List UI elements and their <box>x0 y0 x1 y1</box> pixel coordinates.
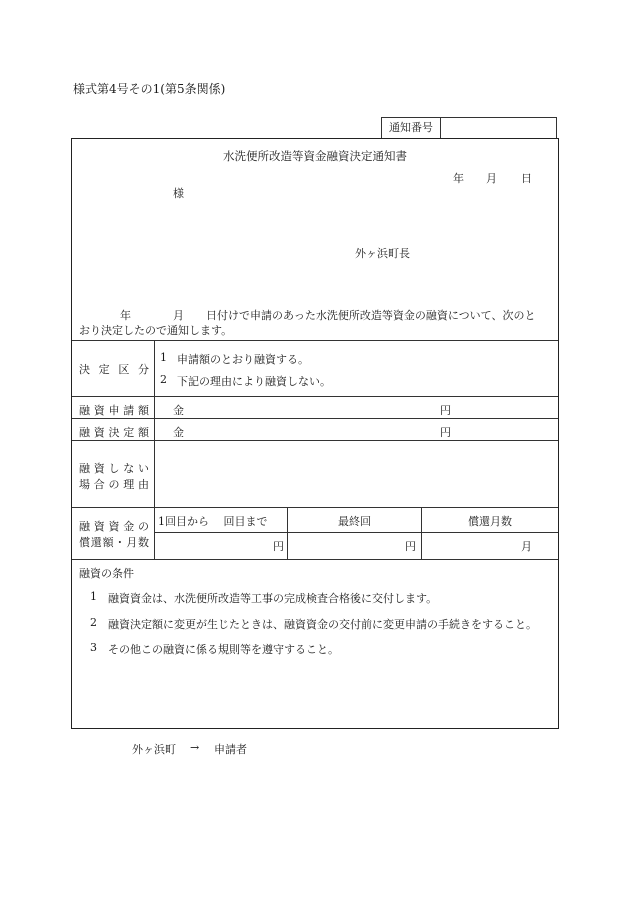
rule <box>72 507 558 508</box>
rule <box>72 559 558 560</box>
issuer: 外ヶ浜町長 <box>355 247 410 260</box>
form-title: 水洗便所改造等資金融資決定通知書 <box>223 149 407 163</box>
routing-from: 外ヶ浜町 <box>132 743 176 756</box>
rule <box>155 532 558 533</box>
decision-option-2[interactable]: 下記の理由により融資しない。 <box>177 375 331 388</box>
label-column-divider <box>154 340 155 559</box>
decision-label: 決定区分 <box>79 363 149 376</box>
application-amount-label: 融資申請額 <box>79 404 149 417</box>
repayment-col3-unit: 月 <box>521 540 532 553</box>
repayment-col3-header: 償還月数 <box>468 515 512 528</box>
decided-amount-unit: 円 <box>440 426 451 439</box>
notice-number-label: 通知番号 <box>382 118 441 139</box>
rule <box>72 418 558 419</box>
decision-notice-form <box>71 138 559 729</box>
conditions-heading: 融資の条件 <box>79 567 134 580</box>
application-amount-prefix: 金 <box>173 404 184 417</box>
rule <box>72 396 558 397</box>
body-text-line1: 日付けで申請のあった水洗便所改造等資金の融資について、次のと <box>206 309 536 322</box>
decided-amount-label: 融資決定額 <box>79 426 149 439</box>
body-text-line2: おり決定したので通知します。 <box>79 324 233 337</box>
routing-to: 申請者 <box>214 743 247 756</box>
decision-option-1[interactable]: 申請額のとおり融資する。 <box>177 353 309 366</box>
arrow-right-icon: → <box>190 741 200 754</box>
condition-1-num: 1 <box>90 590 97 603</box>
decision-option-2-num: 2 <box>160 373 167 386</box>
date-year: 年 <box>453 172 464 185</box>
rule <box>72 340 558 341</box>
repayment-col2-unit: 円 <box>405 540 416 553</box>
refusal-reason-label-1: 融資しない <box>79 462 149 475</box>
application-amount-unit: 円 <box>440 404 451 417</box>
condition-2: 融資決定額に変更が生じたときは、融資資金の交付前に変更申請の手続きをすること。 <box>108 618 537 631</box>
rule <box>72 440 558 441</box>
condition-2-num: 2 <box>90 616 97 629</box>
condition-3: その他この融資に係る規則等を遵守すること。 <box>108 643 339 656</box>
date-month: 月 <box>486 172 497 185</box>
date-day: 日 <box>521 172 532 185</box>
decision-option-1-num: 1 <box>160 351 167 364</box>
condition-3-num: 3 <box>90 641 97 654</box>
refusal-reason-label-2: 場合の理由 <box>79 478 149 491</box>
body-year: 年 <box>120 309 131 322</box>
repayment-col1-header: 1回目から 回目まで <box>158 515 268 528</box>
form-number: 様式第4号その1(第5条関係) <box>73 82 226 96</box>
decided-amount-prefix: 金 <box>173 426 184 439</box>
addressee-suffix: 様 <box>173 187 184 200</box>
condition-1: 融資資金は、水洗便所改造等工事の完成検査合格後に交付します。 <box>108 592 438 605</box>
repayment-label-1: 融資資金の <box>79 520 149 533</box>
notice-number-box <box>381 117 557 138</box>
body-month: 月 <box>173 309 184 322</box>
repayment-col2-header: 最終回 <box>338 515 371 528</box>
repayment-label-2: 償還額・月数 <box>79 536 149 549</box>
repayment-col1-unit: 円 <box>273 540 284 553</box>
